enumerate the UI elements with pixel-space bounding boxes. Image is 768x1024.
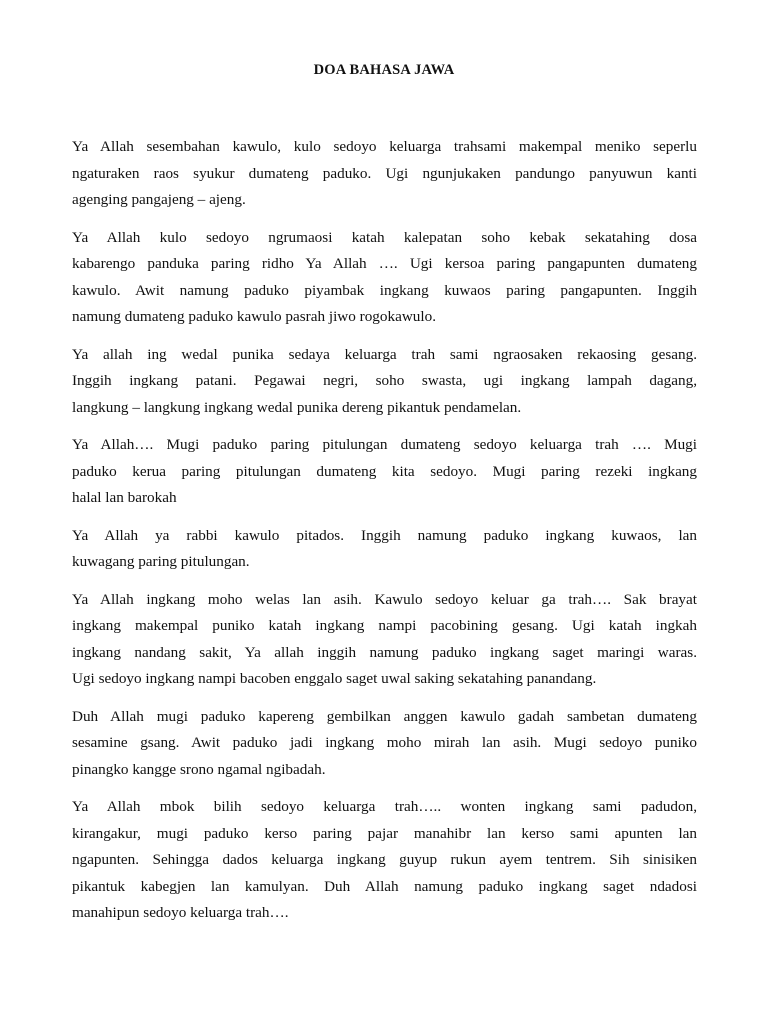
- document-body: [72, 134, 697, 938]
- paragraph-line: Ya Allah sesembahan kawulo, kulo sedoyo keluarga trahsami makempal meniko seperlu: [72, 138, 697, 155]
- paragraph: [72, 523, 697, 576]
- paragraph-line: ngapunten. Sehingga dados keluarga ingkang guyup rukun ayem tentrem. Sih sinisiken: [72, 851, 697, 868]
- paragraph-line: Ya Allah ya rabbi kawulo pitados. Inggih namung paduko ingkang kuwaos, lan: [72, 526, 697, 544]
- paragraph-line: langkung – langkung ingkang wedal punika dereng pikantuk pendamelan.: [72, 398, 522, 416]
- paragraph: [72, 587, 697, 693]
- paragraph: [72, 794, 697, 927]
- paragraph-line: ingkang nandang sakit, Ya allah inggih namung paduko ingkang saget maringi waras.: [72, 643, 697, 661]
- paragraph-line: namung dumateng paduko kawulo pasrah jiwo rogokawulo.: [72, 308, 437, 325]
- paragraph-line: pinangko kangge srono ngamal ngibadah.: [72, 760, 326, 778]
- paragraph: [72, 225, 697, 331]
- paragraph-line: kawulo. Awit namung paduko piyambak ingkang kuwaos paring pangapunten. Inggih: [72, 281, 697, 299]
- paragraph-line: Ya Allah kulo sedoyo ngrumaosi katah kalepatan soho kebak sekatahing dosa: [72, 228, 697, 246]
- paragraph-line: pikantuk kabegjen lan kamulyan. Duh Allah namung paduko ingkang saget ndadosi: [72, 877, 697, 895]
- paragraph-line: sesamine gsang. Awit paduko jadi ingkang moho mirah lan asih. Mugi sedoyo puniko: [72, 734, 697, 751]
- paragraph: [72, 432, 697, 512]
- paragraph-line: halal lan barokah: [72, 489, 177, 506]
- paragraph-line: kabarengo panduka paring ridho Ya Allah …. Ugi kersoa paring pangapunten dumateng: [72, 255, 697, 272]
- paragraph-line: agenging pangajeng – ajeng.: [72, 191, 246, 208]
- paragraph-line: Inggih ingkang patani. Pegawai negri, soho swasta, ugi ingkang lampah dagang,: [72, 372, 697, 389]
- paragraph: [72, 342, 697, 422]
- paragraph-line: Ugi sedoyo ingkang nampi bacoben enggalo saget uwal saking sekatahing panandang.: [72, 670, 597, 687]
- paragraph-line: kirangakur, mugi paduko kerso paring pajar manahibr lan kerso sami apunten lan: [72, 824, 697, 842]
- paragraph: [72, 704, 697, 784]
- paragraph-line: ngaturaken raos syukur dumateng paduko. Ugi ngunjukaken pandungo panyuwun kanti: [72, 164, 697, 182]
- paragraph-line: Ya Allah mbok bilih sedoyo keluarga trah….. wonten ingkang sami padudon,: [72, 798, 697, 815]
- paragraph-line: kuwagang paring pitulungan.: [72, 553, 250, 570]
- paragraph-line: Ya Allah…. Mugi paduko paring pitulungan dumateng sedoyo keluarga trah …. Mugi: [72, 436, 697, 453]
- paragraph: [72, 134, 697, 214]
- document-title: DOA BAHASA JAWA: [313, 62, 455, 78]
- paragraph-line: Ya Allah ingkang moho welas lan asih. Kawulo sedoyo keluar ga trah…. Sak brayat: [72, 590, 697, 608]
- paragraph-line: Duh Allah mugi paduko kapereng gembilkan anggen kawulo gadah sambetan dumateng: [72, 707, 697, 725]
- paragraph-line: ingkang makempal puniko katah ingkang nampi pacobining gesang. Ugi katah ingkah: [72, 617, 697, 634]
- paragraph-line: Ya allah ing wedal punika sedaya keluarga trah sami ngraosaken rekaosing gesang.: [72, 345, 697, 363]
- paragraph-line: manahipun sedoyo keluarga trah….: [72, 904, 289, 921]
- paragraph-line: paduko kerua paring pitulungan dumateng kita sedoyo. Mugi paring rezeki ingkang: [72, 462, 697, 480]
